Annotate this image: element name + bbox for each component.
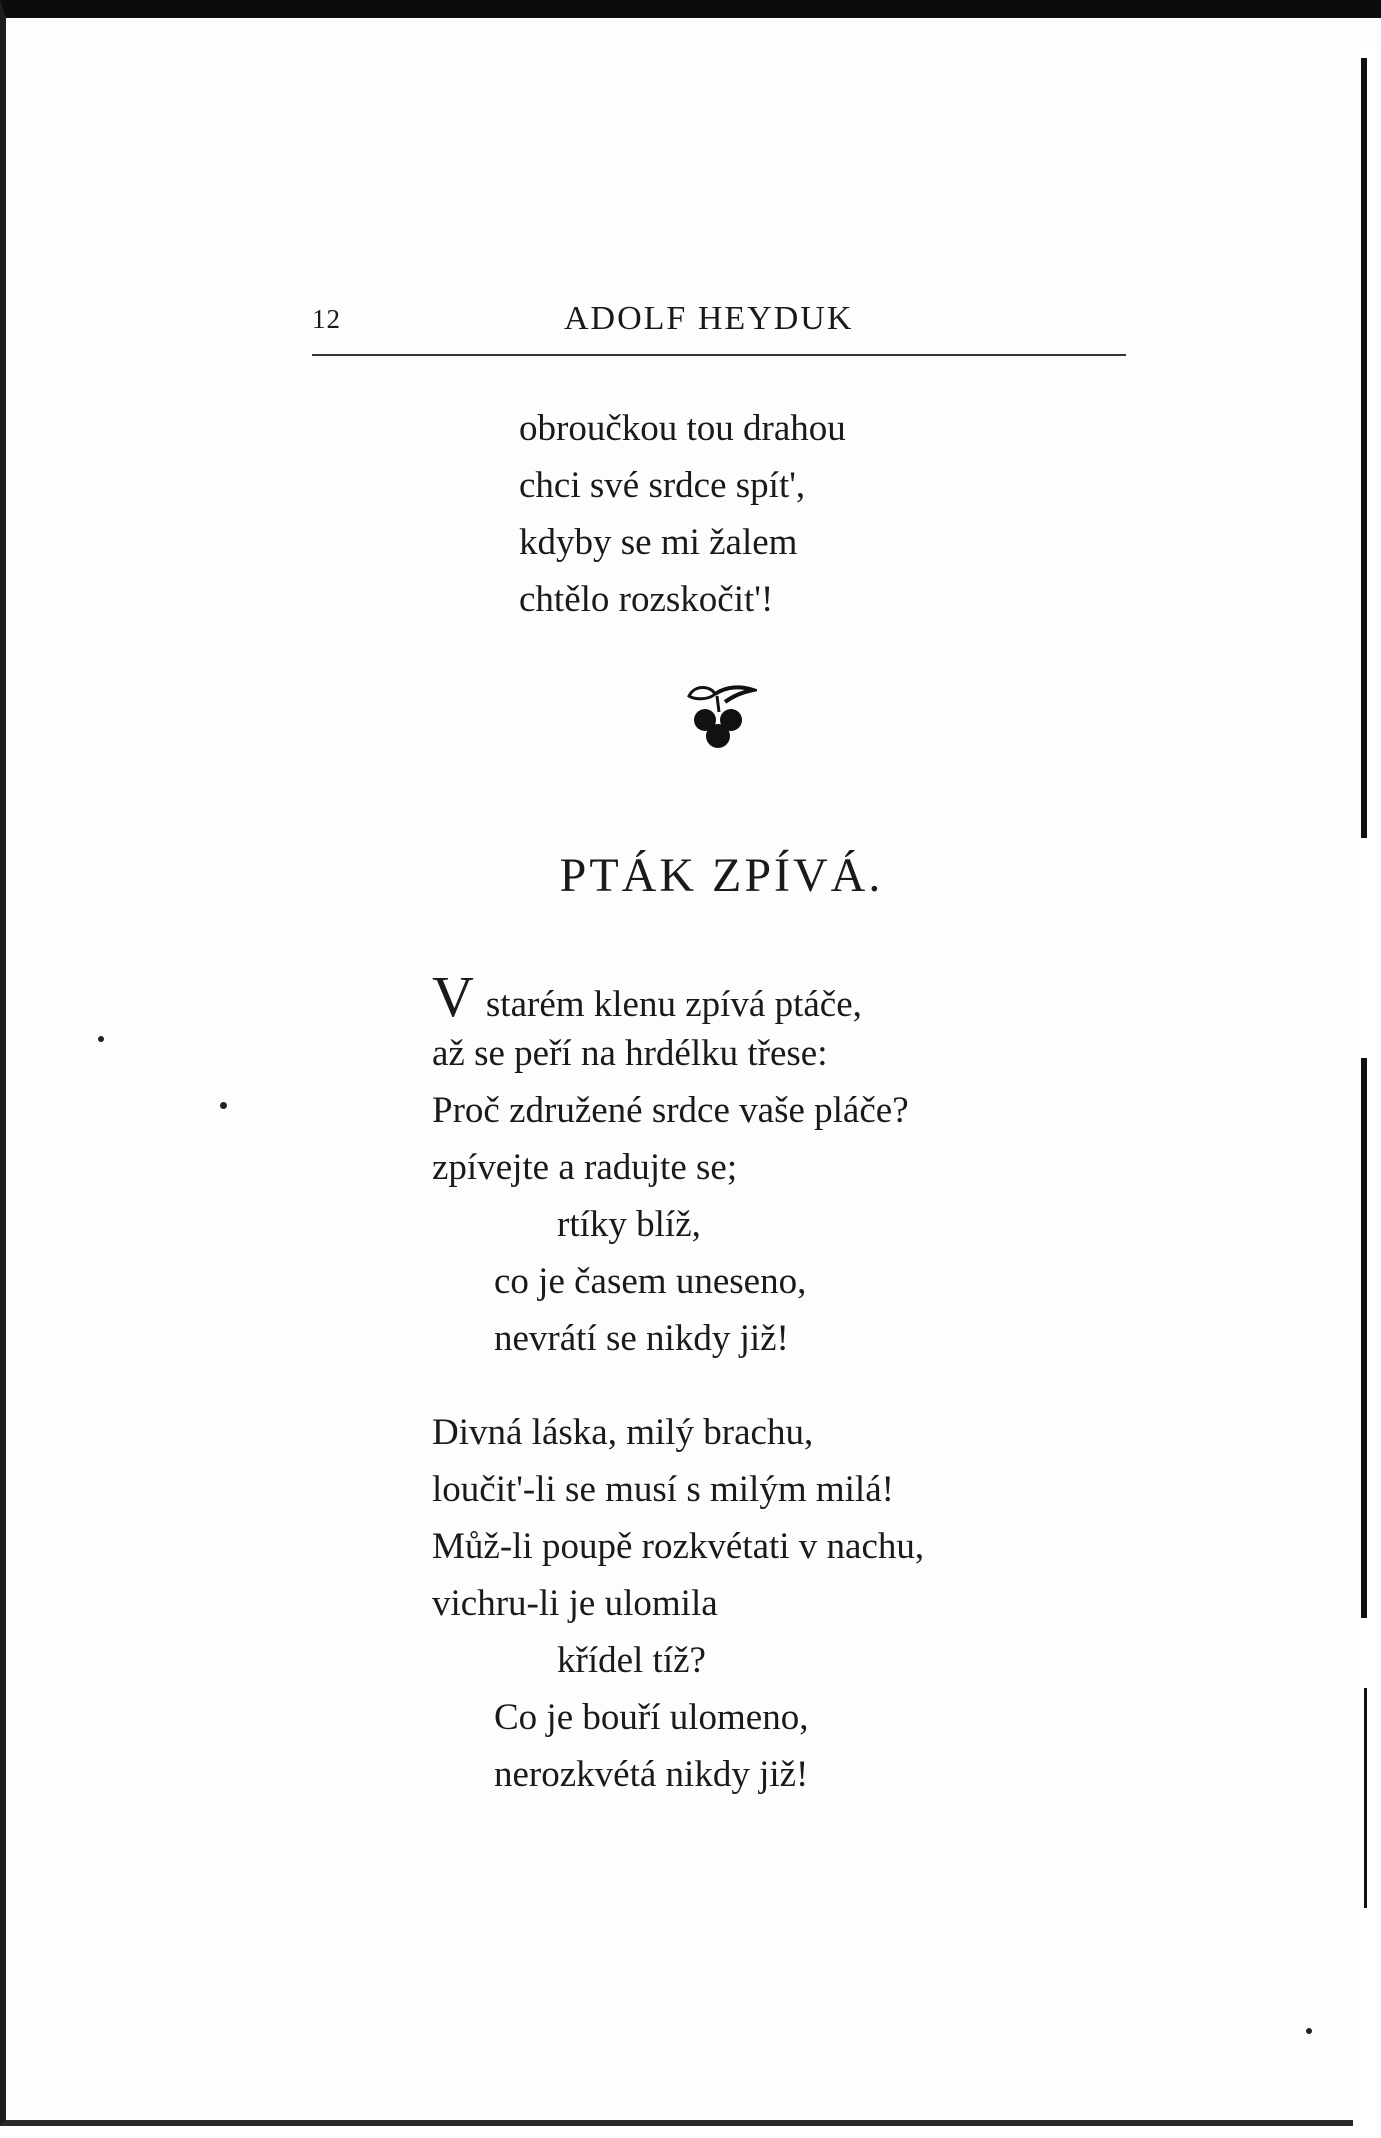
verse-line: co je časem uneseno, <box>494 1261 807 1302</box>
verse-line: zpívejte a radujte se; <box>432 1147 738 1188</box>
verse-line: Proč združené srdce vaše pláče? <box>432 1090 909 1131</box>
running-head: ADOLF HEYDUK <box>564 300 854 337</box>
page-number: 12 <box>312 304 341 334</box>
verse-line: kdyby se mi žalem <box>519 522 798 563</box>
edge-shadow <box>1361 58 1367 838</box>
verse-line-text: starém klenu zpívá ptáče, <box>485 984 862 1025</box>
verse-line <box>432 964 909 1029</box>
verse-line: nerozkvétá nikdy již! <box>494 1754 809 1795</box>
verse-line: Co je bouří ulomeno, <box>494 1697 809 1738</box>
page-edge <box>1353 48 1381 2138</box>
drop-cap: V <box>432 964 474 1029</box>
page-header <box>312 294 1126 356</box>
cherries-ornament-icon <box>681 682 757 750</box>
paper-speck <box>98 1036 104 1042</box>
verse-line: Divná láska, milý brachu, <box>432 1412 814 1453</box>
verse-line: křídel tíž? <box>557 1640 706 1681</box>
verse-line: obroučkou tou drahou <box>519 408 846 449</box>
continuation-stanza <box>519 400 846 628</box>
edge-shadow <box>1361 1058 1367 1618</box>
paper-speck <box>1306 2028 1312 2034</box>
edge-shadow <box>1364 1688 1367 1908</box>
poem-stanza-2 <box>432 1404 924 1803</box>
verse-line: až se peří na hrdélku třese: <box>432 1033 828 1074</box>
verse-line: nevrátí se nikdy již! <box>494 1318 789 1359</box>
verse-line: loučit'-li se musí s milým milá! <box>432 1469 894 1510</box>
verse-line: rtíky blíž, <box>557 1204 701 1245</box>
verse-line: chtělo rozskočit'! <box>519 579 774 620</box>
verse-line: vichru-li je ulomila <box>432 1583 718 1624</box>
verse-line: chci své srdce spít', <box>519 465 806 506</box>
verse-line: Můž-li poupě rozkvétati v nachu, <box>432 1526 925 1567</box>
poem-title: PTÁK ZPÍVÁ. <box>559 849 884 902</box>
paper-speck <box>220 1102 227 1109</box>
poem-stanza-1 <box>432 964 909 1367</box>
